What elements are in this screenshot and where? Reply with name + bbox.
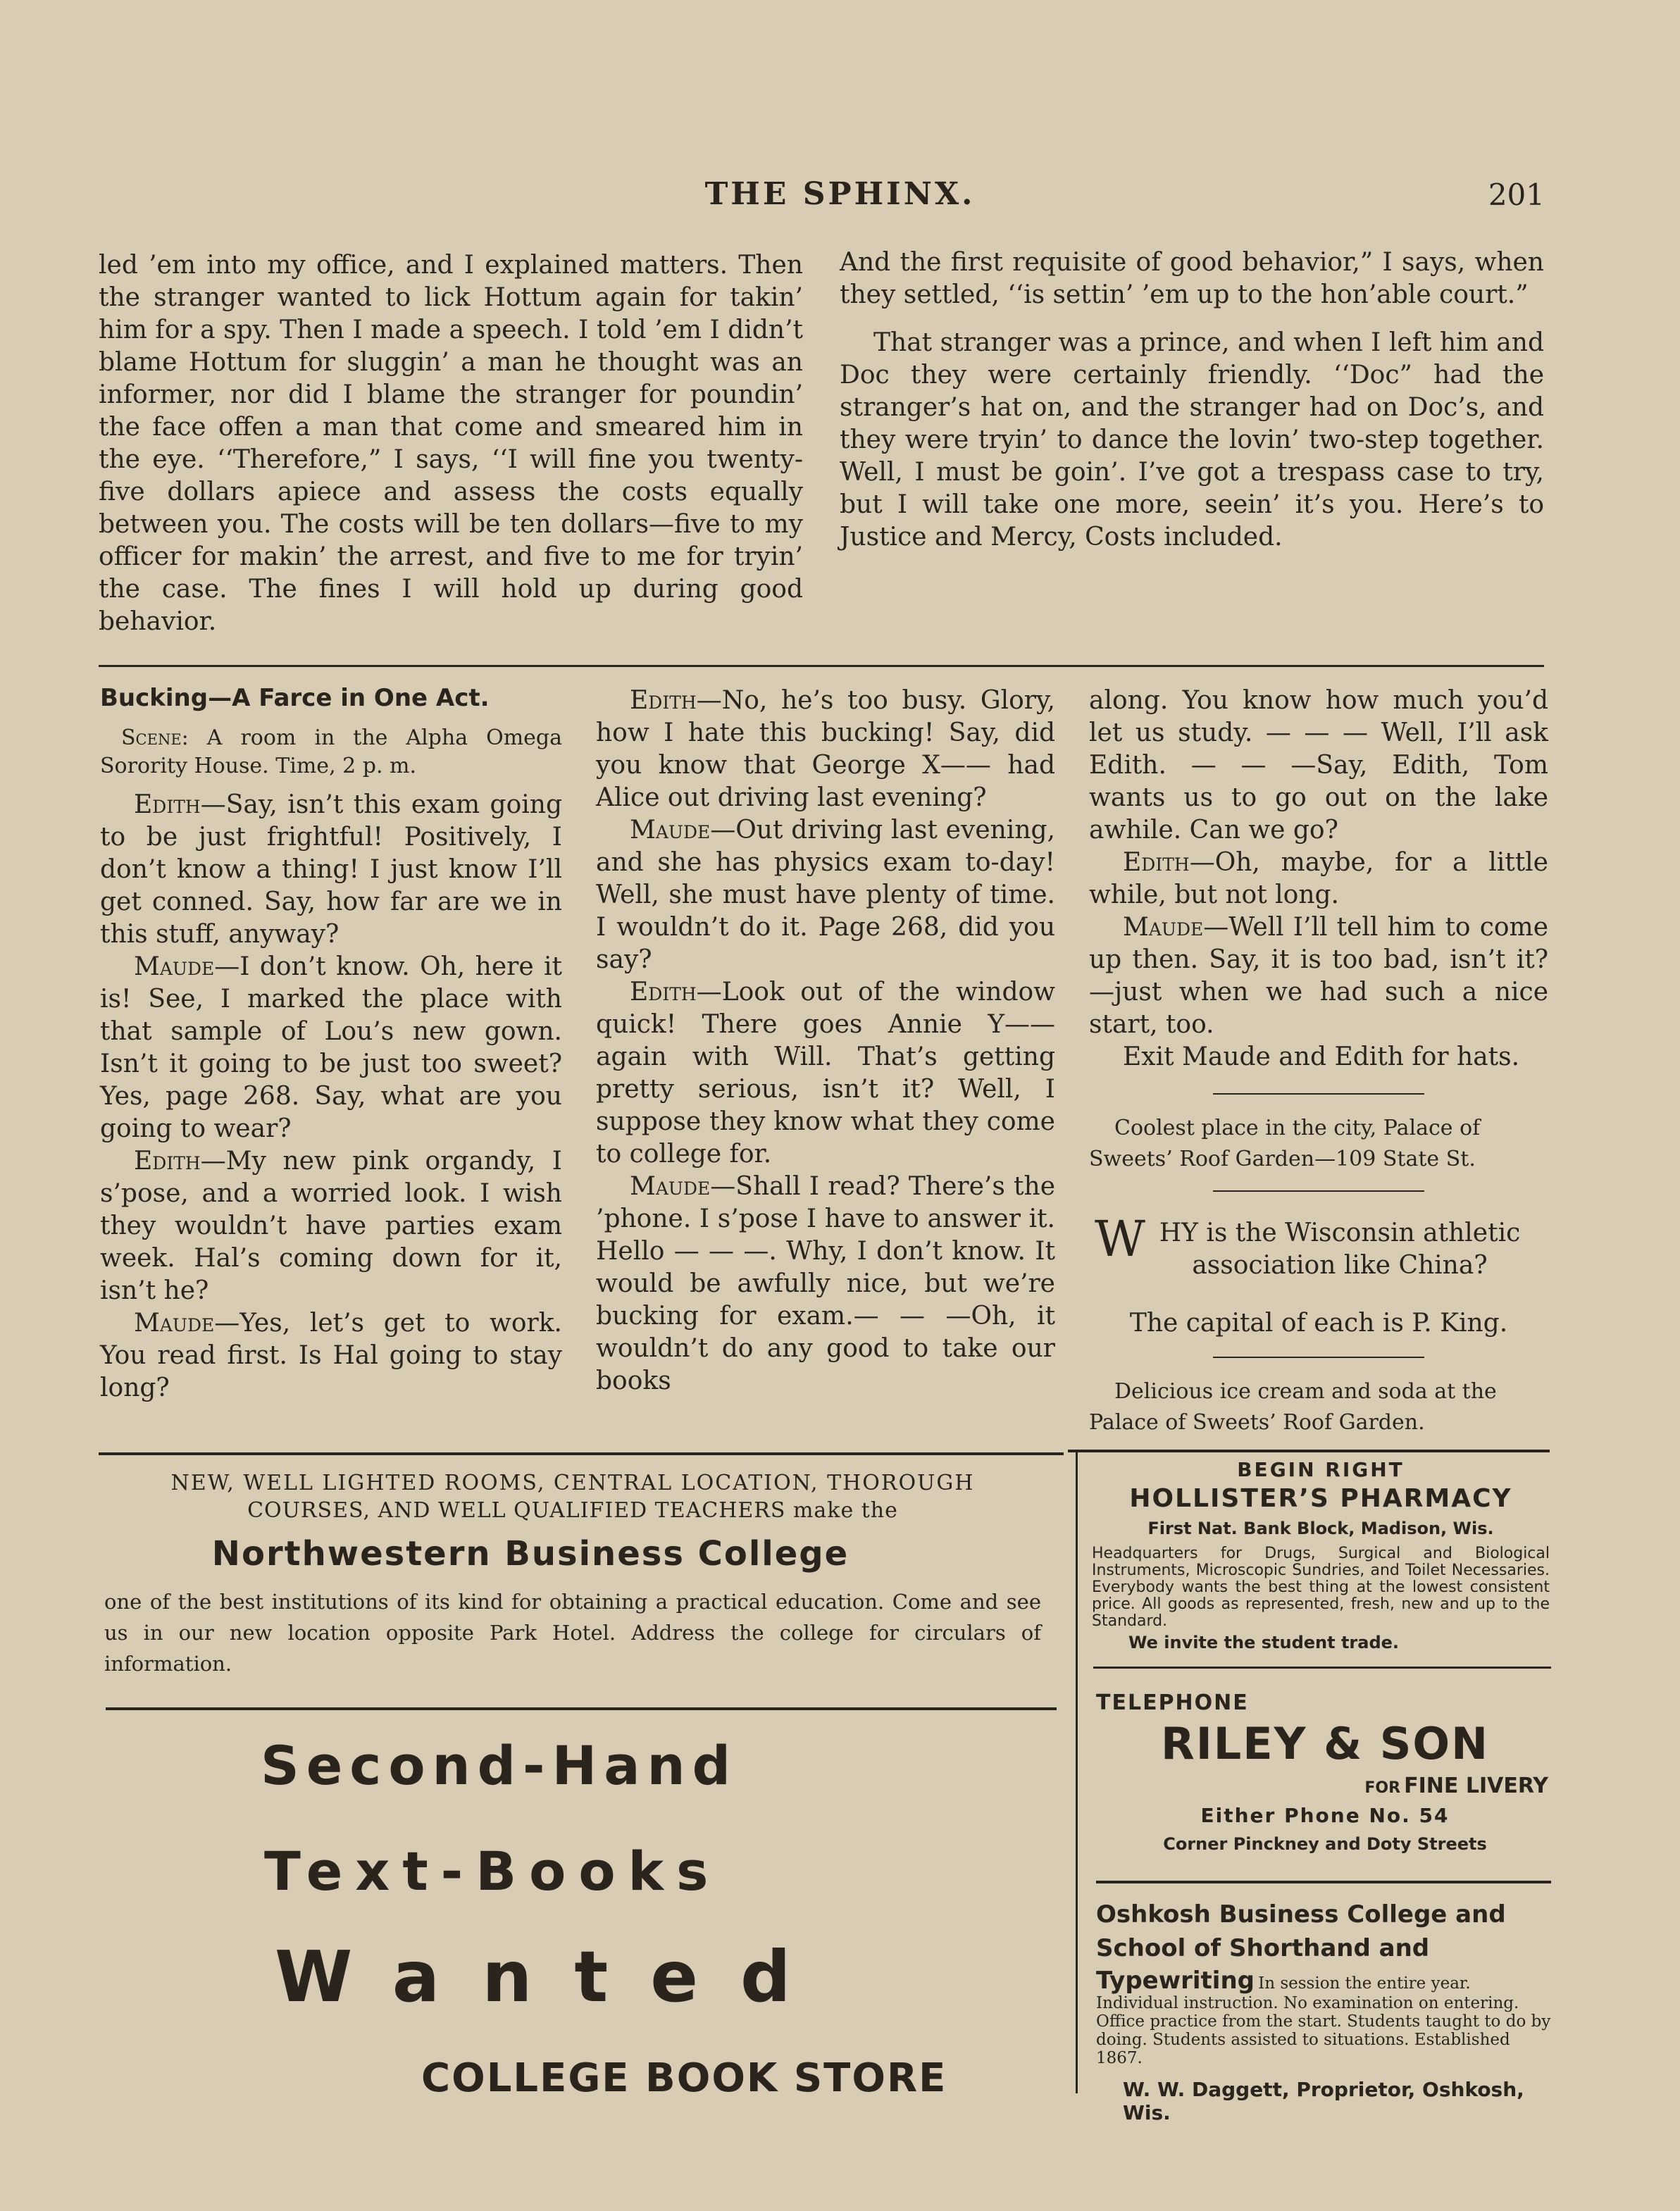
story-paragraph: That stranger was a prince, and when I left him and Doc they were certainly friendly. ‘‘Doc” had the stranger’s hat on, and the stranger had on Doc’s, and they were tryin’ to dance the lovin’ two-step together. Well, I must be goin’. I’ve got a trespass case to try, but I will take one more, seein’ it’s you. Here’s to Justice and Mercy, Costs included. [840,328,1544,552]
books-line-2: Text-Books [264,1840,721,1902]
dialogue-line: Edith—No, he’s too busy. Glory, how I hate this bucking! Say, did you know that George X—— had Alice out driving last evening? [596,686,1055,812]
oshkosh-title: Oshkosh Business College and School of Shorthand and [1096,1900,1506,1962]
dialogue-line: Maude—Shall I read? There’s the ’phone. I s’pose I have to answer it. Hello — — —. Why, I don’t know. It would be awfully nice, but we’re bucking for exam.— — —Oh, it wouldn’t do any good to take our books [596,1172,1055,1395]
note-delicious: Delicious ice cream and soda at the Palace of Sweets’ Roof Garden. [1089,1379,1497,1435]
ads-vertical-rule [1076,1452,1078,2093]
riddle-answer: The capital of each is P. King. [1129,1309,1508,1338]
ads-divider-left [99,1452,1064,1455]
pharmacy-address: First Nat. Bank Block, Madison, Wis. [1147,1519,1494,1538]
pharmacy-name: HOLLISTER’S PHARMACY [1129,1484,1512,1513]
books-line-1: Second-Hand [261,1734,738,1797]
pharmacy-body: Headquarters for Drugs, Surgical and Biological Instruments, Microscopic Sundries, and Toilet Necessaries. Everybody wants the best thing at the lowest consistent price. All goods as represented, fresh, new and up to the Standard. [1092,1545,1550,1630]
dialogue-line: Maude—Yes, let’s get to work. You read first. Is Hal going to stay long? [100,1309,562,1402]
farce-column-2 [596,685,1055,1397]
dialogue-line: Edith—My new pink organdy, I s’pose, and a worried look. I wish they wouldn’t have parties exam week. Hal’s coming down for it, isn’t he? [100,1147,562,1305]
story-paragraph: led ’em into my office, and I explained matters. Then the stranger wanted to lick Hottum again for takin’ him for a spy. Then I made a speech. I told ’em I didn’t blame Hottum for sluggin’ a man he thought was an informer, nor did I blame the stranger for poundin’ the face offen a man that come and smeared him in the eye. ‘‘Therefore,” I says, ‘‘I will fine you twenty-five dollars apiece and assess the costs equally between you. The costs will be ten dollars—five to my officer for makin’ the arrest, and five to me for tryin’ the case. The fines I will hold up during good behavior. [99,251,803,636]
ads-divider-right [1068,1450,1550,1452]
story-column-left [99,249,803,638]
ad-divider [1093,1667,1551,1669]
note-coolest: Coolest place in the city, Palace of Sweets’ Roof Garden—109 State St. [1089,1116,1481,1171]
farce-column-1 [100,682,562,1405]
running-title: THE SPHINX. [704,176,976,212]
ad-divider [1096,1881,1551,1883]
ad-body: one of the best institutions of its kind for obtaining a practical education. Come and see us in our new location opposite Park Hotel. Address the college for circulars of information. [104,1590,1041,1676]
riddle-question: HY is the Wisconsin athletic association like China? [1159,1219,1521,1280]
dialogue-line: Edith—Look out of the window quick! There goes Annie Y—— again with Will. That’s getting pretty serious, isn’t it? Well, I suppose they know what they come to college for. [596,978,1055,1169]
ad-northwestern-business-college [104,1471,1041,1679]
livery-tagline: FOR FINE LIVERY [1364,1774,1548,1798]
drop-cap: W [1095,1210,1145,1268]
farce-column-3 [1089,685,1548,1438]
ad-oshkosh-business-college [1096,1898,1554,2124]
telephone-label: TELEPHONE [1096,1690,1249,1715]
livery-phone: Either Phone No. 54 [1200,1804,1450,1827]
section-divider [99,665,1544,667]
short-divider [1213,1093,1424,1095]
dialogue-line: Maude—Well I’ll tell him to come up then. Say, it is too bad, isn’t it?—just when we had such a nice start, too. [1089,913,1548,1039]
ad-riley-and-son [1096,1690,1554,1854]
stage-direction: Exit Maude and Edith for hats. [1123,1042,1520,1071]
pharmacy-invite: We invite the student trade. [1128,1633,1400,1652]
dialogue-line: Edith—Say, isn’t this exam going to be just frightful! Positively, I don’t know a thing! I just know I’ll get conned. Say, how far are we in this stuff, anyway? [100,790,562,949]
ad-divider [106,1707,1057,1710]
college-name: Northwestern Business College [211,1534,850,1574]
dialogue-line: Edith—Oh, maybe, for a little while, but not long. [1089,848,1548,909]
livery-address: Corner Pinckney and Doty Streets [1163,1834,1487,1854]
page-number: 201 [1488,177,1545,212]
livery-name: RILEY & SON [1160,1718,1490,1769]
oshkosh-body: Typewriting In session the entire year. Individual instruction. No examination on entering. Office practice from the start. Students taught to do by doing. Students assisted to situations. Established 1867. [1096,1967,1551,2067]
dialogue-line: Maude—I don’t know. Oh, here it is! See, I marked the place with that sample of Lou’s new gown. Isn’t it going to be just too sweet? Yes, page 268. Say, what are you going to wear? [100,952,562,1143]
story-column-right [840,247,1544,554]
ad-line: COURSES, AND WELL QUALIFIED TEACHERS make the [247,1498,898,1523]
farce-title: Bucking—A Farce in One Act. [100,684,490,712]
short-divider [1213,1190,1424,1192]
dialogue-line: Maude—Out driving last evening, and she has physics exam to-day! Well, she must have plenty of time. I wouldn’t do it. Page 268, did you say? [596,816,1055,974]
oshkosh-proprietor: W. W. Daggett, Proprietor, Oshkosh, Wis. [1123,2078,1524,2124]
story-paragraph: And the first requisite of good behavior,” I says, when they settled, ‘‘is settin’ ’em up to the hon’able court.” [840,248,1544,309]
books-line-3: Wanted [275,1936,833,2018]
ad-hollisters-pharmacy [1092,1458,1550,1652]
bookstore-name: COLLEGE BOOK STORE [421,2055,947,2101]
scene-description: Scene: A room in the Alpha Omega Sorority House. Time, 2 p. m. [100,725,562,778]
short-divider [1213,1357,1424,1358]
riddle [1089,1210,1548,1307]
ad-kicker: BEGIN RIGHT [1237,1458,1405,1481]
dialogue-continuation: along. You know how much you’d let us study. — — — Well, I’ll ask Edith. — — —Say, Edith, Tom wants us to go out on the lake awhile. Can we go? [1089,686,1548,845]
ad-line: NEW, WELL LIGHTED ROOMS, CENTRAL LOCATION, THOROUGH [170,1471,975,1495]
